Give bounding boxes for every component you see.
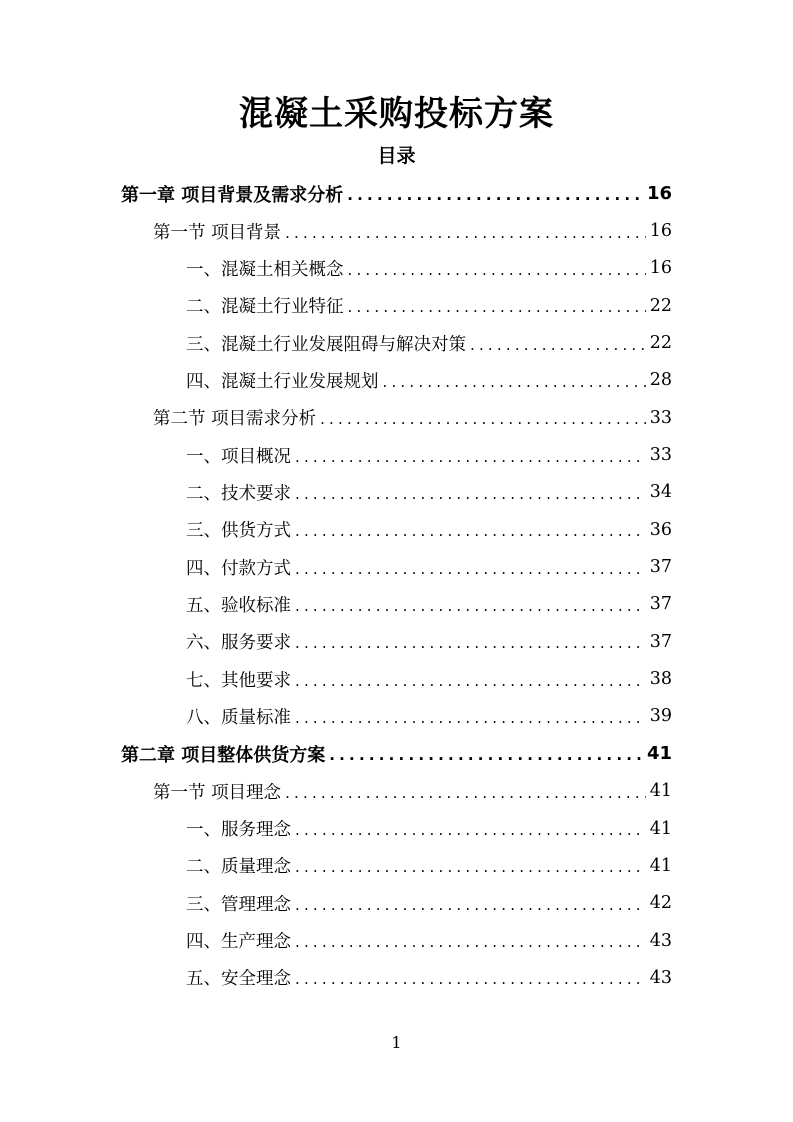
toc-entry-label: 四、混凝土行业发展规划 bbox=[186, 371, 379, 392]
toc-chapter-entry[interactable] bbox=[0, 735, 672, 772]
toc-chapter-entry[interactable] bbox=[0, 175, 672, 212]
toc-entry-page: 37 bbox=[649, 594, 672, 615]
toc-dot-leader bbox=[295, 450, 646, 465]
page-number: 1 bbox=[391, 1033, 402, 1052]
toc-subsection-entry[interactable] bbox=[0, 511, 672, 548]
toc-entry-page: 33 bbox=[649, 445, 672, 466]
toc-subsection-entry[interactable] bbox=[0, 287, 672, 324]
toc-entry-label: 二、技术要求 bbox=[186, 483, 291, 504]
toc-entry-label: 第一章 项目背景及需求分析 bbox=[121, 184, 344, 206]
toc-entry-label: 第二章 项目整体供货方案 bbox=[121, 744, 326, 766]
toc-dot-leader bbox=[285, 786, 646, 801]
toc-dot-leader bbox=[347, 188, 643, 203]
toc-dot-leader bbox=[295, 599, 646, 614]
toc-entry-page: 41 bbox=[649, 855, 672, 876]
toc-subsection-entry[interactable] bbox=[0, 922, 672, 959]
toc-dot-leader bbox=[295, 972, 646, 987]
toc-subsection-entry[interactable] bbox=[0, 250, 672, 287]
toc-entry-label: 三、混凝土行业发展阻碍与解决对策 bbox=[186, 334, 466, 355]
toc-entry-page: 22 bbox=[649, 295, 672, 316]
toc-dot-leader bbox=[295, 636, 646, 651]
toc-entry-label: 二、混凝土行业特征 bbox=[186, 297, 344, 318]
toc-section-entry[interactable] bbox=[0, 399, 672, 436]
toc-subsection-entry[interactable] bbox=[0, 660, 672, 697]
toc-entry-page: 41 bbox=[649, 781, 672, 802]
toc-entry-label: 五、安全理念 bbox=[186, 969, 291, 990]
toc-entry-page: 36 bbox=[649, 519, 672, 540]
toc-entry-page: 37 bbox=[649, 631, 672, 652]
toc-entry-page: 37 bbox=[649, 557, 672, 578]
toc-dot-leader bbox=[295, 674, 646, 689]
toc-dot-leader bbox=[285, 226, 646, 241]
toc-entry-label: 一、混凝土相关概念 bbox=[186, 259, 344, 280]
toc-entry-page: 43 bbox=[649, 967, 672, 988]
toc-dot-leader bbox=[295, 860, 646, 875]
toc-heading: 目录 bbox=[377, 145, 416, 167]
toc-dot-leader bbox=[295, 823, 646, 838]
toc-section-entry[interactable] bbox=[0, 212, 672, 249]
toc-entry-label: 一、项目概况 bbox=[186, 446, 291, 467]
toc-subsection-entry[interactable] bbox=[0, 959, 672, 996]
toc-subsection-entry[interactable] bbox=[0, 847, 672, 884]
toc-entry-label: 六、服务要求 bbox=[186, 633, 291, 654]
toc-entry-label: 第二节 项目需求分析 bbox=[153, 409, 317, 430]
toc-dot-leader bbox=[470, 338, 646, 353]
toc-dot-leader bbox=[348, 300, 646, 315]
toc-dot-leader bbox=[295, 524, 646, 539]
toc-subsection-entry[interactable] bbox=[0, 362, 672, 399]
toc-dot-leader bbox=[383, 375, 646, 390]
toc-dot-leader bbox=[295, 562, 646, 577]
toc-dot-leader bbox=[295, 487, 646, 502]
toc-subsection-entry[interactable] bbox=[0, 885, 672, 922]
toc-subsection-entry[interactable] bbox=[0, 586, 672, 623]
toc-dot-leader bbox=[295, 711, 646, 726]
toc-subsection-entry[interactable] bbox=[0, 474, 672, 511]
toc-entry-page: 22 bbox=[649, 333, 672, 354]
toc-subsection-entry[interactable] bbox=[0, 324, 672, 361]
toc-entry-label: 第一节 项目背景 bbox=[153, 222, 282, 243]
toc-entry-label: 四、付款方式 bbox=[186, 558, 291, 579]
toc-entry-page: 43 bbox=[649, 930, 672, 951]
toc-entry-page: 33 bbox=[649, 407, 672, 428]
toc-subsection-entry[interactable] bbox=[0, 810, 672, 847]
toc-entry-page: 38 bbox=[649, 669, 672, 690]
toc-entry-label: 三、供货方式 bbox=[186, 521, 291, 542]
toc-entry-label: 二、质量理念 bbox=[186, 857, 291, 878]
document-title: 混凝土采购投标方案 bbox=[239, 94, 554, 134]
toc-entry-page: 41 bbox=[646, 743, 672, 765]
table-of-contents bbox=[0, 175, 793, 997]
toc-entry-page: 42 bbox=[649, 893, 672, 914]
toc-section-entry[interactable] bbox=[0, 773, 672, 810]
toc-subsection-entry[interactable] bbox=[0, 548, 672, 585]
toc-entry-label: 三、管理理念 bbox=[186, 894, 291, 915]
toc-entry-label: 一、服务理念 bbox=[186, 820, 291, 841]
toc-entry-label: 五、验收标准 bbox=[186, 595, 291, 616]
toc-dot-leader bbox=[295, 898, 646, 913]
toc-entry-label: 七、其他要求 bbox=[186, 670, 291, 691]
toc-dot-leader bbox=[320, 412, 646, 427]
toc-entry-label: 第一节 项目理念 bbox=[153, 782, 282, 803]
toc-entry-page: 16 bbox=[649, 221, 672, 242]
toc-subsection-entry[interactable] bbox=[0, 436, 672, 473]
toc-entry-label: 四、生产理念 bbox=[186, 932, 291, 953]
toc-entry-page: 39 bbox=[649, 706, 672, 727]
toc-entry-page: 16 bbox=[649, 258, 672, 279]
toc-subsection-entry[interactable] bbox=[0, 698, 672, 735]
toc-dot-leader bbox=[348, 263, 646, 278]
toc-subsection-entry[interactable] bbox=[0, 623, 672, 660]
toc-dot-leader bbox=[329, 748, 643, 763]
toc-entry-page: 41 bbox=[649, 818, 672, 839]
toc-entry-label: 八、质量标准 bbox=[186, 707, 291, 728]
toc-entry-page: 34 bbox=[649, 482, 672, 503]
toc-entry-page: 16 bbox=[646, 183, 672, 205]
toc-entry-page: 28 bbox=[649, 370, 672, 391]
toc-dot-leader bbox=[295, 935, 646, 950]
